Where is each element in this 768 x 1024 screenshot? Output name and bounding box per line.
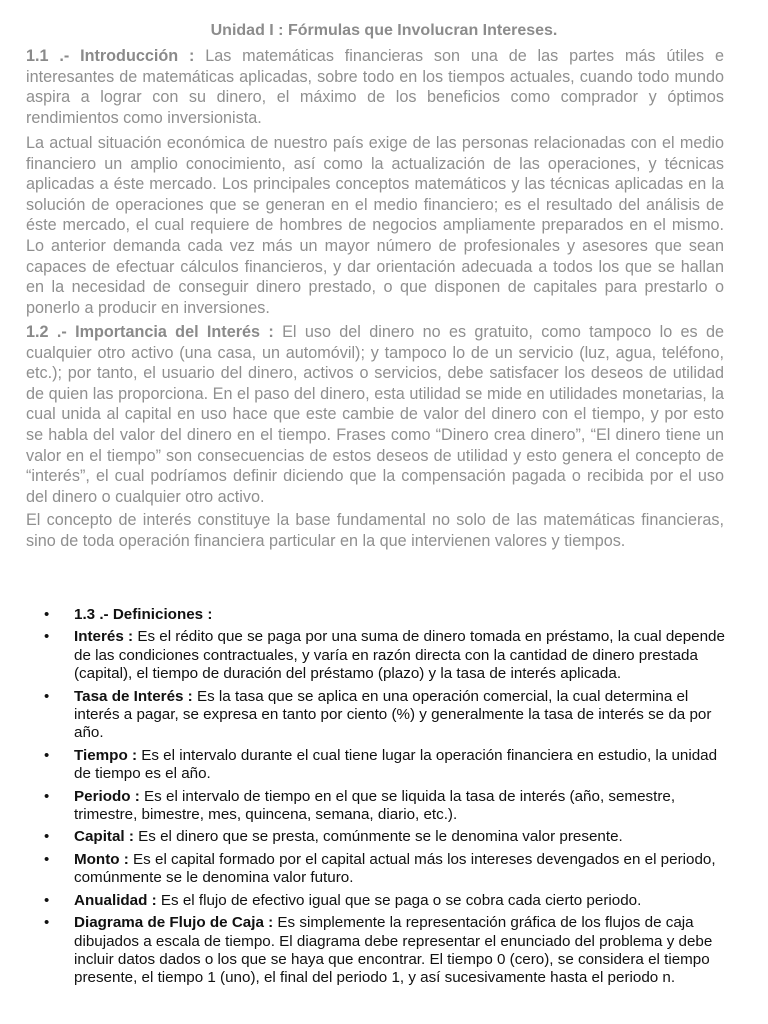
definitions-heading-item <box>0 606 768 624</box>
definition-item-capital <box>0 828 768 846</box>
definition-text: Es el intervalo durante el cual tiene lugar la operación financiera en estudio, la unidad de tiempo es el año. <box>74 746 718 783</box>
bullet-icon: • <box>44 914 50 932</box>
intro-paragraph <box>26 46 724 128</box>
definition-text: Es el intervalo de tiempo en el que se liquida la tasa de interés (año, semestre, trimestre, bimestre, mes, quincena, semana, diario, etc.). <box>74 787 676 824</box>
importance-text: El uso del dinero no es gratuito, como tampoco lo es de cualquier otro activo (una casa, un automóvil); y tampoco lo de un servicio (luz, agua, teléfono, etc.); por tanto, el usuario del dinero, activos o servicios, debe satisfacer los deseos de utilidad de quien las proporciona. En el paso del dinero, esta utilidad se mide en utilidades monetarias, la cual unida al capital en uso hace que este cambie de valor del dinero con el tiempo, y por esto se habla del valor del dinero en el tiempo. Frases como “Dinero crea dinero”, “El dinero tiene un valor en el tiempo” son consecuencias de estos deseos de utilidad y esto genera el concepto de “interés”, el cual podríamos definir diciendo que la compensación pagada o recibida por el uso del dinero o cualquier otro activo. <box>26 323 724 506</box>
definition-text: Es el flujo de efectivo igual que se paga o se cobra cada cierto periodo. <box>156 891 642 909</box>
intro-heading: 1.1 .- Introducción : <box>26 47 195 65</box>
definition-term: Capital : <box>74 828 134 846</box>
definition-item-anualidad <box>0 892 768 910</box>
definition-term: Tiempo : <box>74 746 138 764</box>
definition-term: Anualidad : <box>74 891 157 909</box>
bullet-icon: • <box>44 787 50 805</box>
bullet-icon: • <box>44 746 50 764</box>
bullet-icon: • <box>44 687 50 705</box>
definition-text: Es el dinero que se presta, comúnmente se le denomina valor presente. <box>133 828 623 846</box>
definitions-heading: 1.3 .- Definiciones : <box>74 606 213 623</box>
definition-term: Diagrama de Flujo de Caja : <box>74 914 274 932</box>
definition-text: Es el capital formado por el capital actual más los intereses devengados en el periodo, comúnmente se le denomina valor futuro. <box>74 850 716 887</box>
definition-term: Tasa de Interés : <box>74 687 193 705</box>
bullet-icon: • <box>44 891 50 909</box>
definition-item-diagrama-de-flujo-de-caja <box>0 914 768 988</box>
bullet-icon: • <box>44 628 50 646</box>
definition-item-tasa-de-interes <box>0 688 768 743</box>
bullet-icon: • <box>44 850 50 868</box>
bullet-icon: • <box>44 828 50 846</box>
definition-term: Interés : <box>74 628 134 646</box>
definition-item-periodo <box>0 788 768 825</box>
page-title: Unidad I : Fórmulas que Involucran Intereses. <box>210 22 558 39</box>
importance-paragraph-2: El concepto de interés constituye la base fundamental no solo de las matemáticas financieras, sino de toda operación financiera particular en la que intervienen valores y tiempos. <box>26 511 724 550</box>
definition-item-interes <box>0 628 768 683</box>
intro-text: Las matemáticas financieras son una de las partes más útiles e interesantes de matemáticas aplicadas, sobre todo en los tiempos actuales, cuando todo mundo aspira a lograr con su dinero, el máximo de los beneficios como comprador y óptimos rendimientos como inversionista. <box>26 47 724 127</box>
intro-paragraph-2: La actual situación económica de nuestro país exige de las personas relacionadas con el medio financiero un amplio conocimiento, así como la actualización de las operaciones, y técnicas aplicadas a éste mercado. Los principales conceptos matemáticos y las técnicas aplicadas en la solución de operaciones que se generan en el medio financiero; es el resultado del análisis de éste mercado, el cual requiere de hombres de negocios ampliamente preparados en el mismo. Lo anterior demanda cada vez más un mayor número de profesionales y asesores que sean capaces de efectuar cálculos financieros, y dar orientación adecuada a todos los que se hallan en la necesidad de conseguir dinero prestado, o que disponen de capitales para prestarlo o ponerlo a producir en inversiones. <box>26 134 724 317</box>
definition-text: Es la tasa que se aplica en una operación comercial, la cual determina el interés a pagar, se expresa en tanto por ciento (%) y generalmente la tasa de interés se da por año. <box>74 687 712 742</box>
definition-term: Periodo : <box>74 787 140 805</box>
definitions-list <box>0 606 768 988</box>
definition-item-monto <box>0 851 768 888</box>
definition-item-tiempo <box>0 747 768 784</box>
definition-text: Es el rédito que se paga por una suma de dinero tomada en préstamo, la cual depende de las condiciones contractuales, y varía en razón directa con la cantidad de dinero prestada (capital), el tiempo de duración del préstamo (plazo) y la tasa de interés aplicada. <box>74 628 725 683</box>
importance-heading: 1.2 .- Importancia del Interés : <box>26 323 274 341</box>
definition-text: Es simplemente la representación gráfica de los flujos de caja dibujados a escala de tiempo. El diagrama debe representar el enunciado del problema y debe incluir datos dados o los que se haya que encontrar. El tiempo 0 (cero), se considera el tiempo presente, el tiempo 1 (uno), el final del periodo 1, y así sucesivamente hasta el periodo n. <box>74 914 713 987</box>
definition-term: Monto : <box>74 850 129 868</box>
importance-paragraph <box>26 322 724 507</box>
bullet-icon: • <box>44 606 50 623</box>
